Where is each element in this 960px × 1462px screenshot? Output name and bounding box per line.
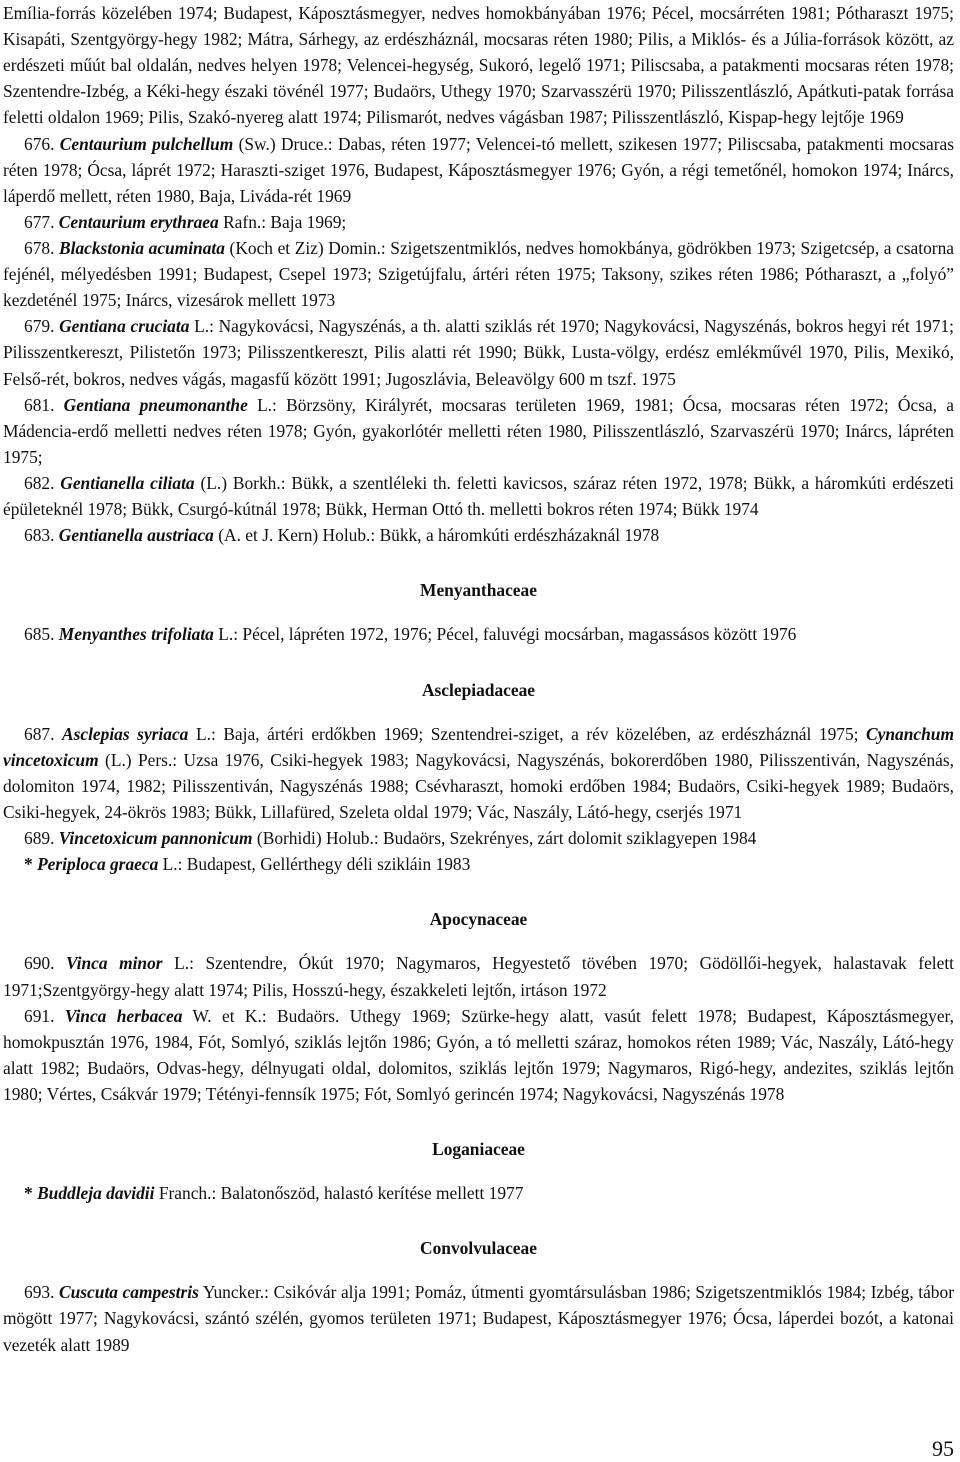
family-heading-convolvulaceae: Convolvulaceae (420, 1238, 537, 1259)
species-entry-periploca (3, 851, 954, 877)
species-entry-685 (3, 621, 954, 647)
entry-localities: : Börzsöny, Királyrét, mocsaras területen 1969, 1981; Ócsa, mocsaras réten 1972; Ócsa, a Mádencia-erdő melletti nedves réten 1978; Gyón, gyakorlótér melletti réten 1980, Pilisszentlászló, Szarvaszérü 1970; Inárcs, lápréten 1975; (3, 394, 954, 467)
species-name: Centaurium erythraea (58, 211, 219, 232)
species-entry-691 (3, 1003, 954, 1107)
species-entry-687 (3, 721, 954, 825)
species-name: Cynanchum vincetoxicum (3, 723, 954, 770)
species-name: Blackstonia acuminata (59, 237, 225, 258)
entry-number: 682. (24, 472, 55, 493)
species-author: L. (174, 953, 190, 974)
entry-number: 691. (24, 1005, 55, 1026)
introduced-marker: * (24, 854, 33, 875)
entry-localities: : Csikóvár alja 1991; Pomáz, útmenti gyomtársulásban 1986; Szigetszentmiklós 1984; Izbég, tábor mögött 1977; Nagykovácsi, szántó szélén, gyomos területen 1971; Budapest, Káposztásmegyer 1976; Ócsa, láperdei bozót, a katonai vezeték alatt 1989 (3, 1282, 954, 1355)
entry-localities: : Budaörs, Szekrényes, zárt dolomit sziklagyepen 1984 (373, 828, 757, 849)
entry-localities: : Bükk, a háromkúti erdészházaknál 1978 (370, 525, 660, 546)
entry-localities: : Dabas, réten 1977; Velencei-tó mellett, szikesen 1977; Piliscsaba, patakmenti mocsaras réten 1978; Ócsa, láprét 1972; Haraszti-sziget 1976, Budapest, Káposztásmegyer 1976; Gyón, a régi temetőnél, homokon 1974; Inárcs, láperdő mellett, réten 1980, Baja, Livádа-rét 1969 (3, 133, 954, 206)
species-entry-689 (3, 825, 954, 851)
entry-number: 683. (24, 525, 55, 546)
species-author: (Borhidi) Holub. (256, 828, 374, 849)
species-author: L. (194, 316, 210, 337)
entry-number: 689. (24, 828, 55, 849)
entry-localities: : Uzsa 1976, Csiki-hegyek 1983; Nagykovácsi, Nagyszénás, bokorerdőben 1980, Pilisszentiván, Nagyszénás, dolomiton 1974, 1982; Pilisszentiván, Nagyszénás 1988; Csévharaszt, homoki erdőben 1984; Budaörs, Csiki-hegyek 1989; Budaörs, Csiki-hegyek, 24-ökrös 1983; Bükk, Lillafüred, Szeleta oldal 1979; Vác, Naszály, Látó-hegy, cserjés 1971 (3, 749, 954, 822)
introduced-marker: * (24, 1183, 33, 1204)
species-author: Rafn. (223, 211, 262, 232)
species-entry-buddleja (3, 1180, 954, 1206)
species-author: L. (257, 394, 273, 415)
species-name: Buddleja davidii (37, 1183, 155, 1204)
entry-localities: : Szigetszentmiklós, nedves homokbánya, gödrökben 1973; Szigetcsép, a csatorna fejénél, mélyedésben 1991; Budapest, Csepel 1973; Szigetújfalu, ártéri réten 1975; Taksony, szikes réten 1986; Pótharaszt, a „folyó” kezdeténél 1975; Inárcs, vizesárok mellett 1973 (3, 237, 954, 311)
species-name: Gentianella austriaca (58, 525, 214, 546)
family-heading-loganiaceae: Loganiaceae (432, 1139, 525, 1160)
entry-number: 679. (24, 316, 55, 337)
entry-number: 678. (24, 237, 55, 258)
species-name: Periploca graeca (37, 854, 159, 875)
species-author: Franch. (158, 1183, 212, 1204)
entry-localities: : Nagykovácsi, Nagyszénás, a th. alatti sziklás rét 1970; Nagykovácsi, Nagyszénás, bokros hegyi rét 1971; Pilisszentkereszt, Pilistetőn 1973; Pilisszentkereszt, Pilis alatti rét 1990; Bükk, Lusta-völgy, erdész emlékművél 1970, Pilis, Mexikó, Felső-rét, bokros, nedves vágás, magasfű között 1991; Jugoszlávia, Beleavölgy 600 m tszf. 1975 (3, 316, 954, 389)
species-author: (L.) Pers. (105, 749, 173, 770)
species-name: Vinca minor (65, 953, 163, 974)
species-author: L. (195, 723, 211, 744)
entry-localities: : Budaörs. Uthegy 1969; Szürke-hegy alatt, vasút felett 1978; Budapest, Káposztásmegyer, homokpusztán 1976, 1984, Fót, Somlyó, sziklás lejtőn 1986; Gyón, a tó melletti száraz, homokos réten 1989; Vác, Naszály, Látó-hegy alatt 1982; Budaörs, Odvas-hegy, délnyugati oldal, dolomitos, sziklás lejtőn 1979; Nagymaros, Rigó-hegy, andezites, sziklás lejtőn 1980; Vértes, Csákvár 1979; Tétényi-fennsík 1975; Fót, Somlyó gerincén 1974; Nagykovácsi, Nagyszénás 1978 (3, 1005, 954, 1104)
species-name: Gentianella ciliata (60, 472, 195, 493)
species-entry-678 (3, 235, 954, 313)
species-entry-683 (3, 522, 954, 548)
species-entry-679 (3, 313, 954, 391)
species-entry-690 (3, 950, 954, 1002)
species-name: Menyanthes trifoliata (58, 624, 214, 645)
entry-number: 685. (24, 624, 55, 645)
species-entry-693 (3, 1279, 954, 1357)
family-heading-menyanthaceae: Menyanthaceae (420, 580, 537, 601)
entry-number: 690. (24, 953, 55, 974)
entry-number: 681. (24, 394, 55, 415)
family-heading-asclepiadaceae: Asclepiadaceae (421, 679, 535, 700)
species-name: Gentiana cruciata (59, 316, 190, 337)
entry-localities: : Balatonőszöd, halastó kerítése mellett 1977 (211, 1183, 524, 1204)
species-name: Vinca herbacea (64, 1005, 183, 1026)
species-author: Yuncker. (202, 1282, 265, 1303)
entry-localities: : Baja 1969; (261, 211, 347, 232)
species-name: Gentiana pneumonanthe (63, 394, 248, 415)
entry-number: 677. (24, 211, 55, 232)
continued-paragraph: Emília-forrás közelében 1974; Budapest, Káposztásmegyer, nedves homokbányában 1976; Pécel, mocsárréten 1981; Pótharaszt 1975; Kisapáti, Szentgyörgy-hegy 1982; Mátra, Sárhegy, az erdészháznál, mocsaras réten 1980; Pilis, a Miklós- és a Júlia-források között, az erdészeti műút bal oldalán, nedves helyen 1978; Velencei-hegység, Sukoró, legelő 1971; Piliscsaba, a patakmenti mocsaras réten 1978; Szentendre-Izbég, a Kéki-hegy északi tövénél 1977; Budaörs, Uthegy 1970; Szarvasszérü 1970; Pilisszentlászló, Apátkuti-patak forrása feletti oldalon 1969; Pilis, Szakó-nyereg alatt 1974; Pilismarót, nedves vágásban 1987; Pilisszentlászló, Kispap-hegy lejtője 1969 (3, 3, 954, 128)
species-author: (Sw.) Druce. (238, 133, 328, 154)
species-name: Vincetoxicum pannonicum (58, 828, 253, 849)
species-name: Centaurium pulchellum (59, 133, 234, 154)
entry-localities: : Bükk, a szentléleki th. feletti kavicsos, száraz réten 1972, 1978; Bükk, a háromkúti erdészeti épületeknél 1978; Bükk, Csurgó-kútnál 1978; Bükk, Herman Ottó th. melletti bokros réten 1974; Bükk 1974 (3, 472, 954, 520)
entry-localities: : Budapest, Gellérthegy déli szikláin 1983 (177, 854, 471, 875)
entry-number: 693. (24, 1282, 55, 1303)
family-heading-apocynaceae: Apocynaceae (429, 909, 528, 930)
species-author: L. (218, 624, 234, 645)
entry-localities: : Pécel, lápréten 1972, 1976; Pécel, faluvégi mocsárban, magassásos között 1976 (233, 624, 797, 645)
species-author: W. et K. (192, 1005, 262, 1026)
entry-number: 676. (24, 133, 55, 154)
species-entry-681 (3, 392, 954, 470)
species-name: Asclepias syriaca (62, 723, 189, 744)
entry-number: 687. (24, 723, 55, 744)
page-number: 95 (932, 1436, 954, 1461)
species-name: Cuscuta campestris (59, 1282, 199, 1303)
entry-localities: : Szentendre, Ókút 1970; Nagymaros, Hegyestető tövében 1970; Gödöllői-hegyek, halastavak felett 1971;Szentgyörgy-hegy alatt 1974; Pilis, Hosszú-hegy, északkeleti lejtőn, irtáson 1972 (3, 953, 954, 1000)
species-author: (Koch et Ziz) Domin. (229, 237, 381, 258)
entry-localities: : Baja, ártéri erdőkben 1969; Szentendrei-sziget, a rév közelében, az erdészháznál 1975; (210, 723, 859, 744)
species-entry-677 (3, 209, 954, 235)
species-author: (L.) Borkh. (200, 472, 281, 493)
species-entry-676 (3, 131, 954, 209)
species-entry-682 (3, 470, 954, 522)
species-author: (A. et J. Kern) Holub. (218, 525, 371, 546)
species-author: L. (162, 854, 178, 875)
